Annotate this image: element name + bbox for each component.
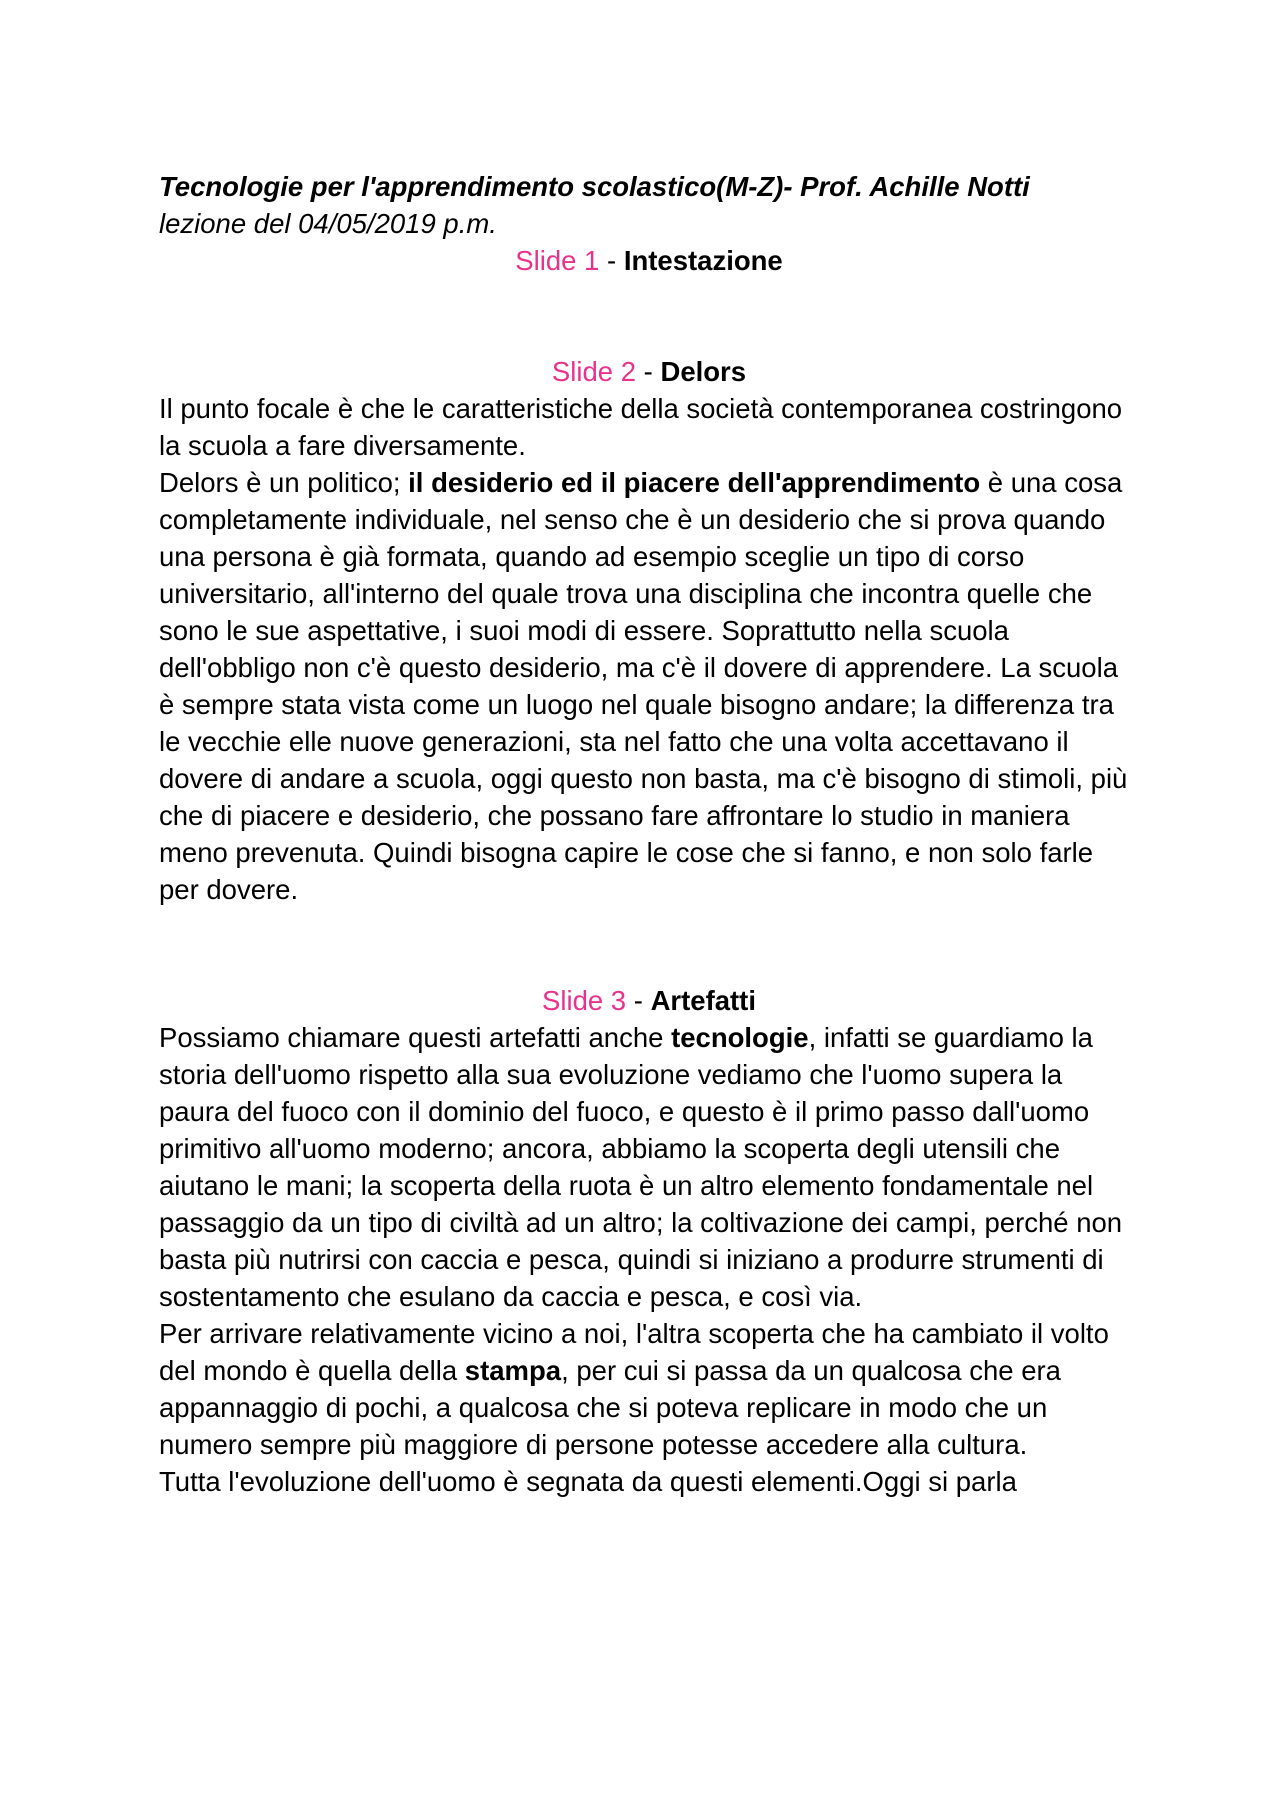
slide-2-paragraph-1: Il punto focale è che le caratteristiche della società contemporanea costringono la scuola a fare diversamente. — [159, 393, 1123, 461]
slide-2-separator: - — [636, 356, 661, 387]
slide-3-paragraph-1-after: , infatti se guardiamo la storia dell'uomo rispetto alla sua evoluzione vediamo che l'uomo supera la paura del fuoco con il dominio del fuoco, e questo è il primo passo dall'uomo primitivo all'uomo moderno; ancora, abbiamo la scoperta degli utensili che aiutano le mani; la scoperta della ruota è un altro elemento fondamentale nel passaggio da un tipo di civiltà ad un altro; la coltivazione dei campi, perché non basta più nutrirsi con caccia e pesca, quindi si iniziano a produrre strumenti di sostentamento che esulano da caccia e pesca, e così via. — [159, 1022, 1123, 1312]
slide-2-paragraph-2-bold: il desiderio ed il piacere dell'apprendimento — [408, 467, 981, 498]
slide-1-name: Intestazione — [623, 245, 783, 276]
slide-1-separator: - — [599, 245, 624, 276]
document-content — [159, 168, 1139, 1500]
slide-3-paragraph-1-bold: tecnologie — [671, 1022, 809, 1053]
slide-2-paragraph-2 — [159, 464, 1139, 908]
slide-3-separator: - — [626, 985, 651, 1016]
slide-3-paragraph-2 — [159, 1315, 1139, 1463]
slide-2-heading — [159, 353, 1139, 390]
slide-2-paragraph-2-before: Delors è un politico; — [159, 467, 409, 498]
section-gap — [159, 279, 1139, 353]
slide-3-paragraph-1-before: Possiamo chiamare questi artefatti anche — [159, 1022, 672, 1053]
slide-2-paragraph-2-after: è una cosa completamente individuale, nel senso che è un desiderio che si prova quando una persona è già formata, quando ad esempio sceglie un tipo di corso universitario, all'interno del quale trova una disciplina che incontra quelle che sono le sue aspettative, i suoi modi di essere. Soprattutto nella scuola dell'obbligo non c'è questo desiderio, ma c'è il dovere di apprendere. La scuola è sempre stata vista come un luogo nel quale bisogno andare; la differenza tra le vecchie elle nuove generazioni, sta nel fatto che una volta accettavano il dovere di andare a scuola, oggi questo non basta, ma c'è bisogno di stimoli, più che di piacere e desiderio, che possano fare affrontare lo studio in maniera meno prevenuta. Quindi bisogna capire le cose che si fanno, e non solo farle per dovere. — [159, 467, 1128, 905]
slide-2-name: Delors — [660, 356, 747, 387]
slide-3-heading — [159, 982, 1139, 1019]
slide-3-paragraph-2-before: Per arrivare relativamente vicino a noi, l'altra scoperta che ha cambiato il volto del mondo è quella della — [159, 1318, 1109, 1386]
slide-2-number: Slide 2 — [551, 356, 637, 387]
slide-3-paragraph-1 — [159, 1019, 1139, 1315]
slide-1-heading — [159, 242, 1139, 279]
slide-3-paragraph-3: Tutta l'evoluzione dell'uomo è segnata da questi elementi.Oggi si parla — [159, 1466, 1017, 1497]
slide-3-paragraph-2-bold: stampa — [464, 1355, 562, 1386]
section-gap — [159, 908, 1139, 982]
document-title: Tecnologie per l'apprendimento scolastico(M-Z)- Prof. Achille Notti — [159, 171, 1030, 202]
slide-3-number: Slide 3 — [542, 985, 627, 1016]
slide-3-name: Artefatti — [650, 985, 756, 1016]
slide-1-number: Slide 1 — [515, 245, 600, 276]
slide-3-paragraph-2-after: , per cui si passa da un qualcosa che era appannaggio di pochi, a qualcosa che si poteva replicare in modo che un numero sempre più maggiore di persone potesse accedere alla cultura. — [159, 1355, 1061, 1460]
document-subtitle: lezione del 04/05/2019 p.m. — [159, 208, 497, 239]
